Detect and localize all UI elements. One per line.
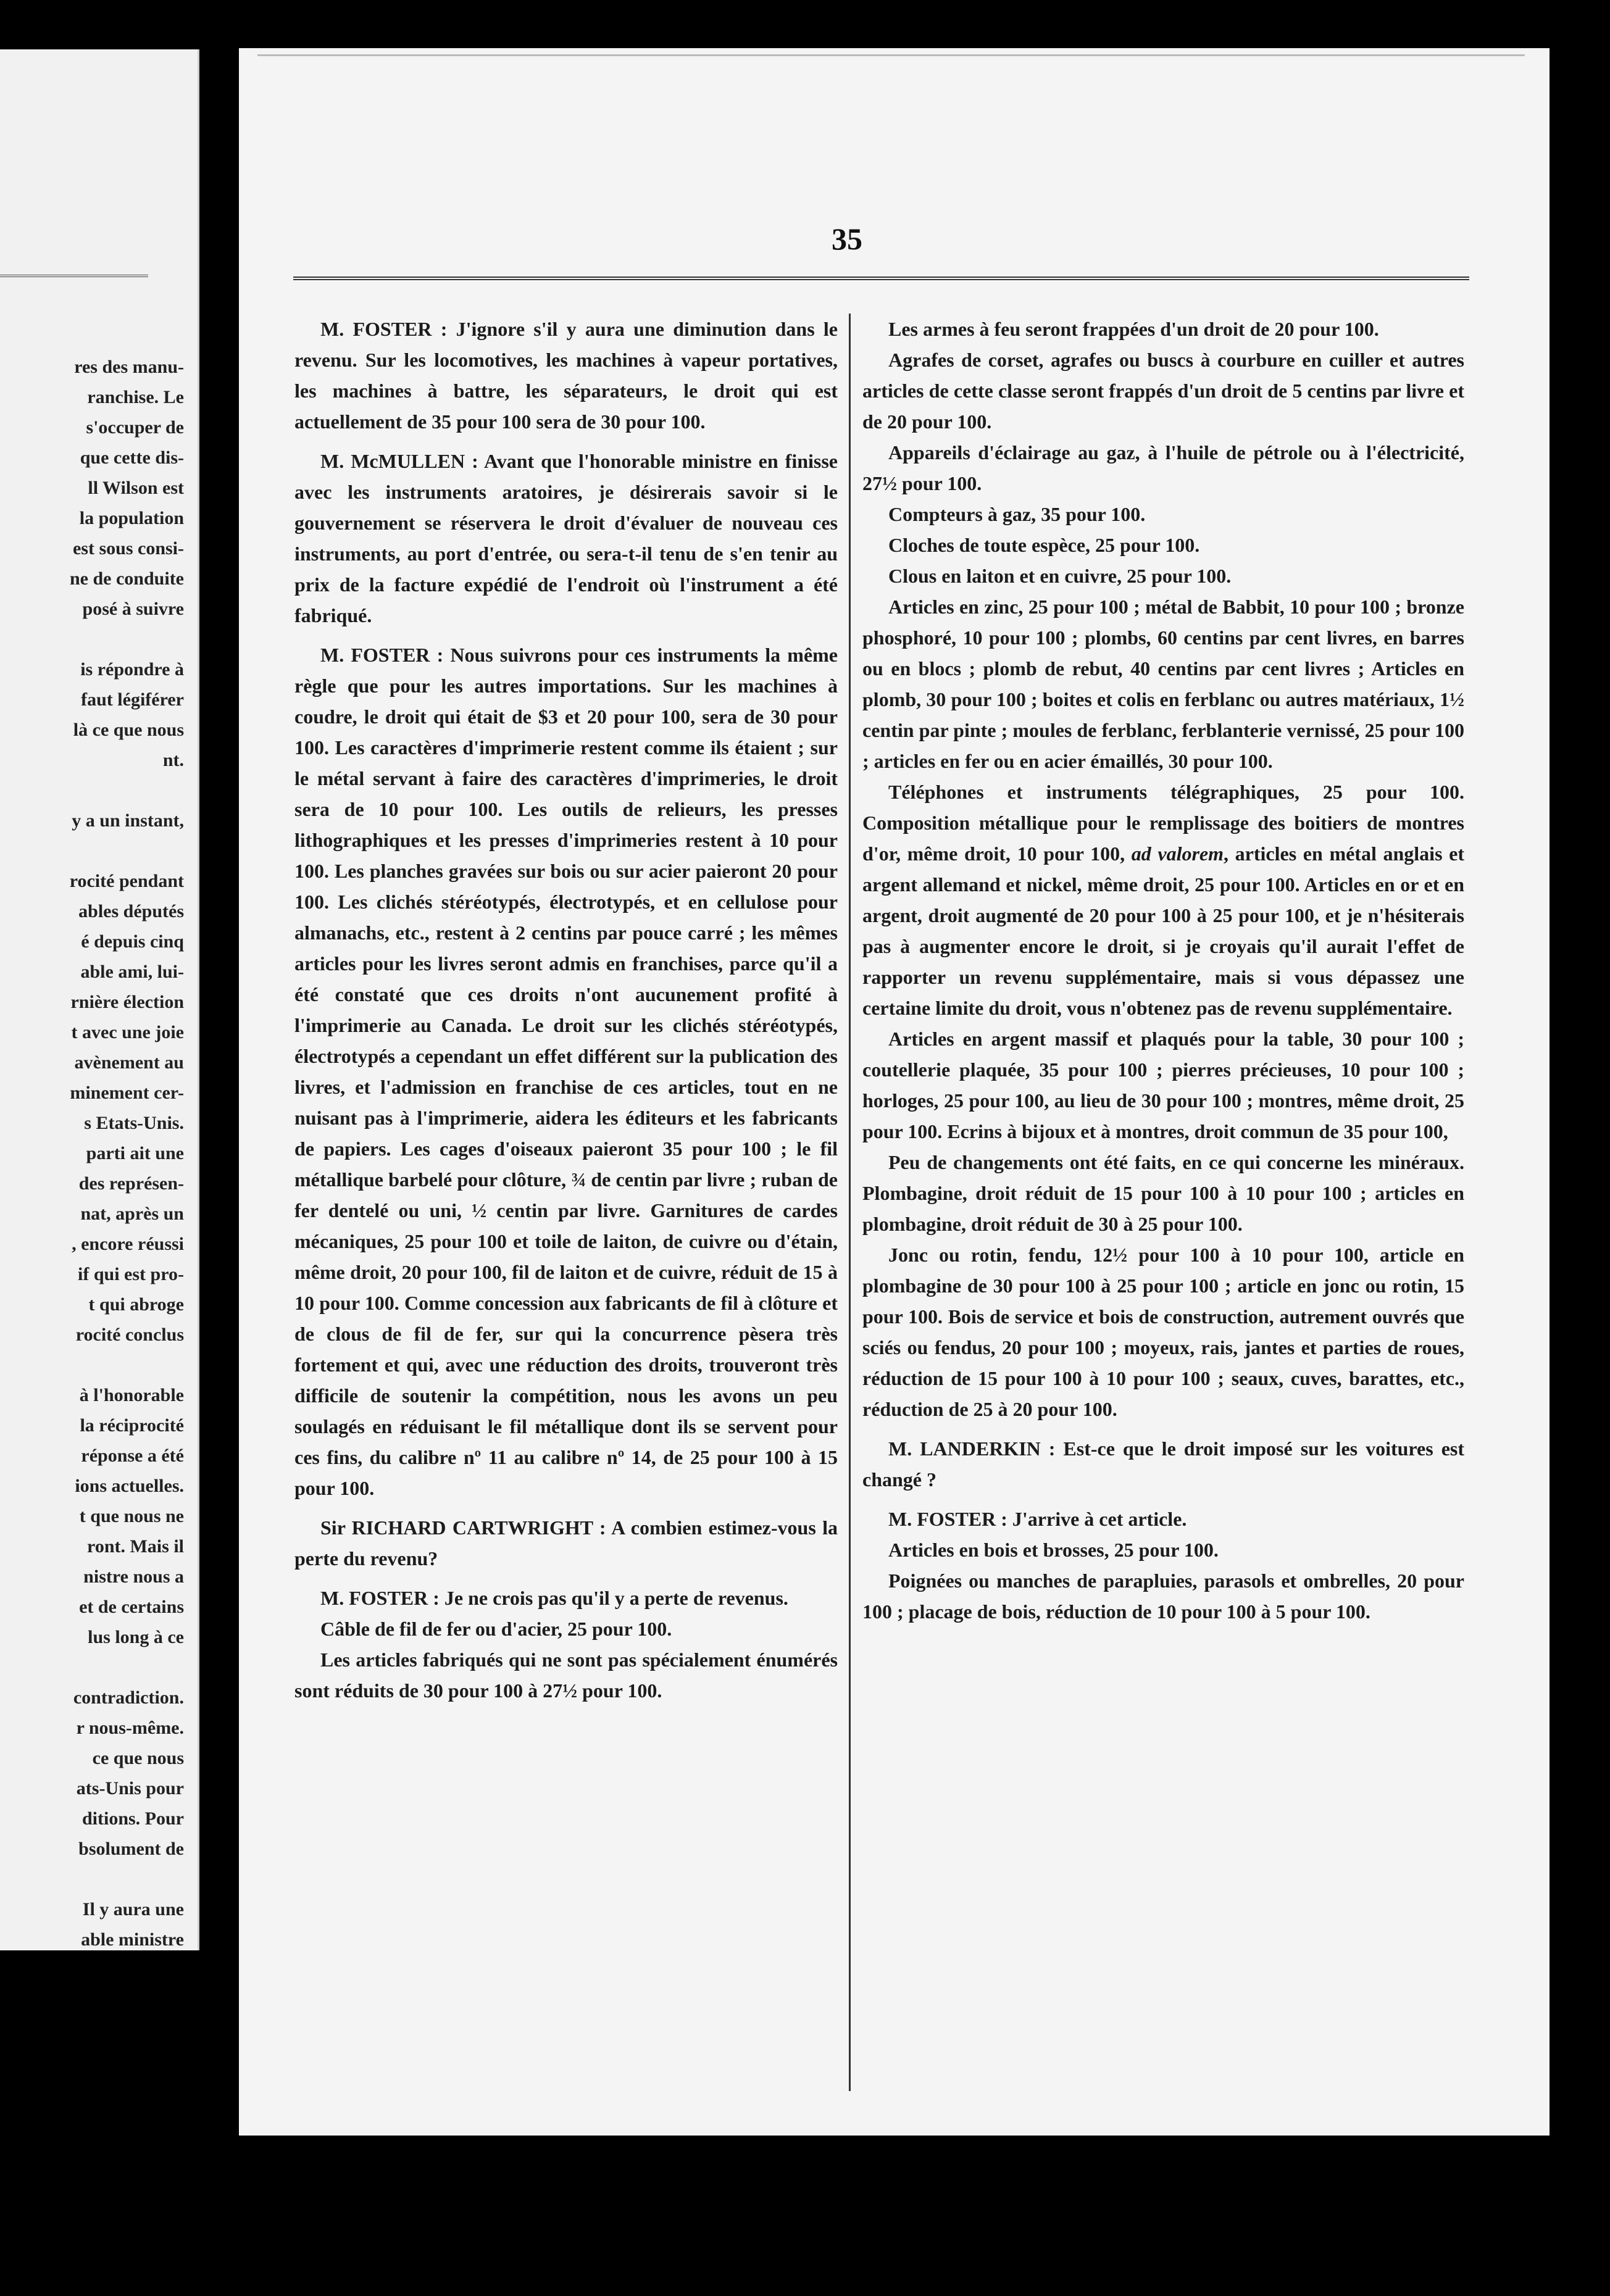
right-text-column <box>862 314 1464 1627</box>
paragraph: Articles en bois et brosses, 25 pour 100. <box>888 1539 1219 1561</box>
text-fragment: la réciprocité <box>80 1415 184 1436</box>
page-number: 35 <box>832 222 862 256</box>
text-fragment: rocité conclus <box>75 1325 184 1345</box>
paragraph: Articles en zinc, 25 pour 100 ; métal de Babbit, 10 pour 100 ; bronze phosphoré, 10 pour 100 ; plombs, 60 centins par cent livres, en barres ou en blocs ; plomb de rebut, 40 centins par cent livres ; Articles en plomb, 30 pour 100 ; boites et colis en ferblanc ou autres matériaux, 1½ centin par pinte ; moules de ferblanc, ferblanterie vernissé, 25 pour 100 ; articles en fer ou en acier émaillés, 30 pour 100. <box>862 596 1464 772</box>
text-fragment: faut légiférer <box>81 689 184 710</box>
text-fragment: réponse a été <box>81 1445 184 1466</box>
paragraph: M. FOSTER : J'arrive à cet article. <box>888 1508 1187 1530</box>
text-fragment: ne de conduite <box>69 568 184 589</box>
paragraph: Jonc ou rotin, fendu, 12½ pour 100 à 10 pour 100, article en plombagine de 30 pour 100 à 25 pour 100 ; article en jonc ou rotin, 15 pour 100. Bois de service et bois de construction, autrement ouvrés que sciés ou fendus, 20 pour 100 ; moyeux, rais, jantes et parties de roues, réduction de 15 pour 100 à 10 pour 100 ; seaux, cuves, barattes, etc., réduction de 25 à 20 pour 100. <box>862 1244 1464 1420</box>
text-fragment: lus long à ce <box>88 1627 184 1647</box>
text-fragment: nt. <box>162 750 184 770</box>
text-fragment: là ce que nous <box>73 720 184 740</box>
left-page-rule <box>0 275 148 277</box>
text-fragment: rnière élection <box>70 992 184 1012</box>
text-fragment: t avec une joie <box>71 1022 184 1042</box>
text-fragment: ables députés <box>78 901 184 921</box>
text-fragment: ront. Mais il <box>87 1536 184 1557</box>
column-divider <box>849 314 851 2091</box>
text-fragment: des représen- <box>78 1173 184 1194</box>
spacer <box>0 624 184 654</box>
paragraph: Agrafes de corset, agrafes ou buscs à courbure en cuiller et autres articles de cette classe seront frappés d'un droit de 5 centins par livre et de 20 pour 100. <box>862 349 1464 433</box>
italic-text: ad valorem <box>1131 842 1224 865</box>
text-fragment: que cette dis- <box>80 447 184 468</box>
text-fragment: avènement au <box>74 1052 184 1073</box>
text-fragment: Il y aura une <box>82 1899 184 1920</box>
left-text-column <box>294 314 838 1706</box>
header-rule <box>293 277 1469 284</box>
text-fragment: nistre nous a <box>83 1566 184 1587</box>
paragraph: Appareils d'éclairage au gaz, à l'huile de pétrole ou à l'électricité, 27½ pour 100. <box>862 441 1464 494</box>
text-fragment: bsolument de <box>78 1839 184 1859</box>
document-page <box>239 48 1550 2136</box>
paragraph: M. FOSTER : Nous suivrons pour ces instruments la même règle que pour les autres importations. Sur les machines à coudre, le droit qui était de $3 et 20 pour 100, sera de 30 pour 100. Les caractères d'imprimerie restent comme ils étaient ; sur le métal servant à faire des caractères d'imprimeries, le droit sera de 10 pour 100. Les outils de relieurs, les presses lithographiques et les presses d'imprimeries restent à 10 pour 100. Les planches gravées sur bois ou sur acier paieront 20 pour 100. Les clichés stéréotypés, électrotypés, et en cellulose pour almanachs, etc., restent à 2 centins par pouce carré ; les mêmes articles pour les livres seront admis en franchises, parce qu'il a été constaté que ces droits n'ont aucunement profité à l'imprimerie au Canada. Le droit sur les clichés stéréotypés, électrotypés a cependant un effet différent sur la publication des livres, et l'admission en franchise de ces articles, tout en ne nuisant pas à l'imprimerie, aidera les éditeurs et les fabricants de papiers. Les cages d'oiseaux paieront 35 pour 100 ; le fil métallique barbelé pour clôture, ¾ de centin par livre ; ruban de fer dentelé ou uni, ½ centin par livre. Garnitures de cardes mécaniques, 25 pour 100 et toile de laiton, de cuivre ou d'étain, même droit, 20 pour 100, fil de laiton et de cuivre, réduit de 15 à 10 pour 100. Comme concession aux fabricants de fil à clôture et de clous de fil de fer, sur qui la concurrence pèsera très fortement et qui, avec une réduction des droits, trouveront très difficile de soutenir la compétition, nous les avons un peu soulagés en réduisant le fil métallique dont ils se servent pour ces fins, du calibre nº 11 au calibre nº 14, de 25 pour 100 à 15 pour 100. <box>294 644 838 1499</box>
text-fragment: t que nous ne <box>79 1506 184 1526</box>
text-fragment: ll Wilson est <box>88 478 184 498</box>
text-fragment: contradiction. <box>73 1687 184 1708</box>
text-fragment: posé à suivre <box>82 599 184 619</box>
text-fragment: nat, après un <box>80 1204 184 1224</box>
text-fragment: minement cer- <box>70 1083 184 1103</box>
text-fragment: able ministre <box>81 1929 184 1950</box>
text-run: Téléphones et instruments télégraphiques, 25 pour 100. Composition métallique pour le remplissage des boitiers de montres d'or, même droit, 10 pour 100, <box>862 781 1464 865</box>
text-fragment: is répondre à <box>80 659 184 680</box>
paragraph: Câble de fil de fer ou d'acier, 25 pour 100. <box>320 1618 672 1640</box>
text-fragment: ats-Unis pour <box>76 1778 184 1799</box>
text-fragment: res des manu- <box>74 357 184 377</box>
paragraph <box>862 776 1464 1023</box>
text-fragment: s Etats-Unis. <box>84 1113 184 1133</box>
paragraph: Cloches de toute espèce, 25 pour 100. <box>888 534 1200 556</box>
paragraph: M. FOSTER : J'ignore s'il y aura une diminution dans le revenu. Sur les locomotives, les machines à vapeur portatives, les machines à battre, les séparateurs, le droit qui est actuellement de 35 pour 100 sera de 30 pour 100. <box>294 318 838 433</box>
spacer <box>0 775 184 805</box>
left-page-text-fragments <box>0 352 184 1955</box>
paragraph: Compteurs à gaz, 35 pour 100. <box>888 503 1146 525</box>
text-fragment: y a un instant, <box>72 810 184 831</box>
text-fragment: ranchise. Le <box>87 387 184 407</box>
paragraph: Les articles fabriqués qui ne sont pas spécialement énumérés sont réduits de 30 pour 100 à 27½ pour 100. <box>294 1649 838 1702</box>
paragraph: Peu de changements ont été faits, en ce qui concerne les minéraux. Plombagine, droit réduit de 15 pour 100 à 10 pour 100 ; articles en plombagine, droit réduit de 30 à 25 pour 100. <box>862 1151 1464 1235</box>
text-fragment: ions actuelles. <box>75 1476 184 1496</box>
text-fragment: t qui abroge <box>88 1294 184 1315</box>
text-fragment: ditions. Pour <box>81 1808 184 1829</box>
paragraph: Articles en argent massif et plaqués pour la table, 30 pour 100 ; coutellerie plaquée, 35 pour 100 ; pierres précieuses, 10 pour 100 ; horloges, 25 pour 100, au lieu de 30 pour 100 ; montres, même droit, 25 pour 100. Ecrins à bijoux et à montres, droit commun de 35 pour 100, <box>862 1028 1464 1142</box>
text-fragment: est sous consi- <box>72 538 184 559</box>
paragraph: Sir RICHARD CARTWRIGHT : A combien estimez-vous la perte du revenu? <box>294 1516 838 1570</box>
text-fragment: able ami, lui- <box>80 962 184 982</box>
paragraph: Les armes à feu seront frappées d'un droit de 20 pour 100. <box>888 318 1379 340</box>
top-edge-rule <box>257 54 1525 56</box>
text-fragment: s'occuper de <box>86 417 184 438</box>
text-fragment: parti ait une <box>86 1143 184 1163</box>
text-fragment: r nous-même. <box>76 1718 184 1738</box>
paragraph: M. FOSTER : Je ne crois pas qu'il y a perte de revenus. <box>320 1587 788 1609</box>
text-fragment: et de certains <box>79 1597 184 1617</box>
paragraph: Poignées ou manches de parapluies, parasols et ombrelles, 20 pour 100 ; placage de bois, réduction de 10 pour 100 à 5 pour 100. <box>862 1570 1464 1623</box>
text-fragment: la population <box>79 508 184 528</box>
text-fragment: , encore réussi <box>72 1234 184 1254</box>
left-page-margin <box>0 49 199 1950</box>
text-run: , articles en métal anglais et argent allemand et nickel, même droit, 25 pour 100. Articles en or et en argent, droit augmenté de 20 pour 100 à 25 pour 100, et je n'hésiterais pas à augmenter encore le droit, si je croyais qu'il aurait l'effet de rapporter un revenu supplémentaire, mais si vous dépassez une certaine limite du droit, vous n'obtenez pas de revenu supplémentaire. <box>862 842 1465 1019</box>
text-fragment: rocité pendant <box>69 871 184 891</box>
text-fragment: à l'honorable <box>79 1385 184 1405</box>
paragraph: M. McMULLEN : Avant que l'honorable ministre en finisse avec les instruments aratoires, je désirerais savoir si le gouvernement se réservera le droit d'évaluer de nouveau ces instruments, au port d'entrée, ou sera-t-il tenu de s'en tenir au prix de la facture expédié de l'endroit où l'instrument a été fabriqué. <box>294 450 838 626</box>
paragraph: M. LANDERKIN : Est-ce que le droit imposé sur les voitures est changé ? <box>862 1437 1464 1491</box>
text-fragment: ce que nous <box>92 1748 184 1768</box>
spacer <box>0 836 184 866</box>
text-fragment: if qui est pro- <box>78 1264 184 1284</box>
spacer <box>0 1864 184 1894</box>
spacer <box>0 1652 184 1682</box>
spacer <box>0 1350 184 1380</box>
text-fragment: é depuis cinq <box>81 931 184 952</box>
paragraph: Clous en laiton et en cuivre, 25 pour 100. <box>888 565 1232 587</box>
